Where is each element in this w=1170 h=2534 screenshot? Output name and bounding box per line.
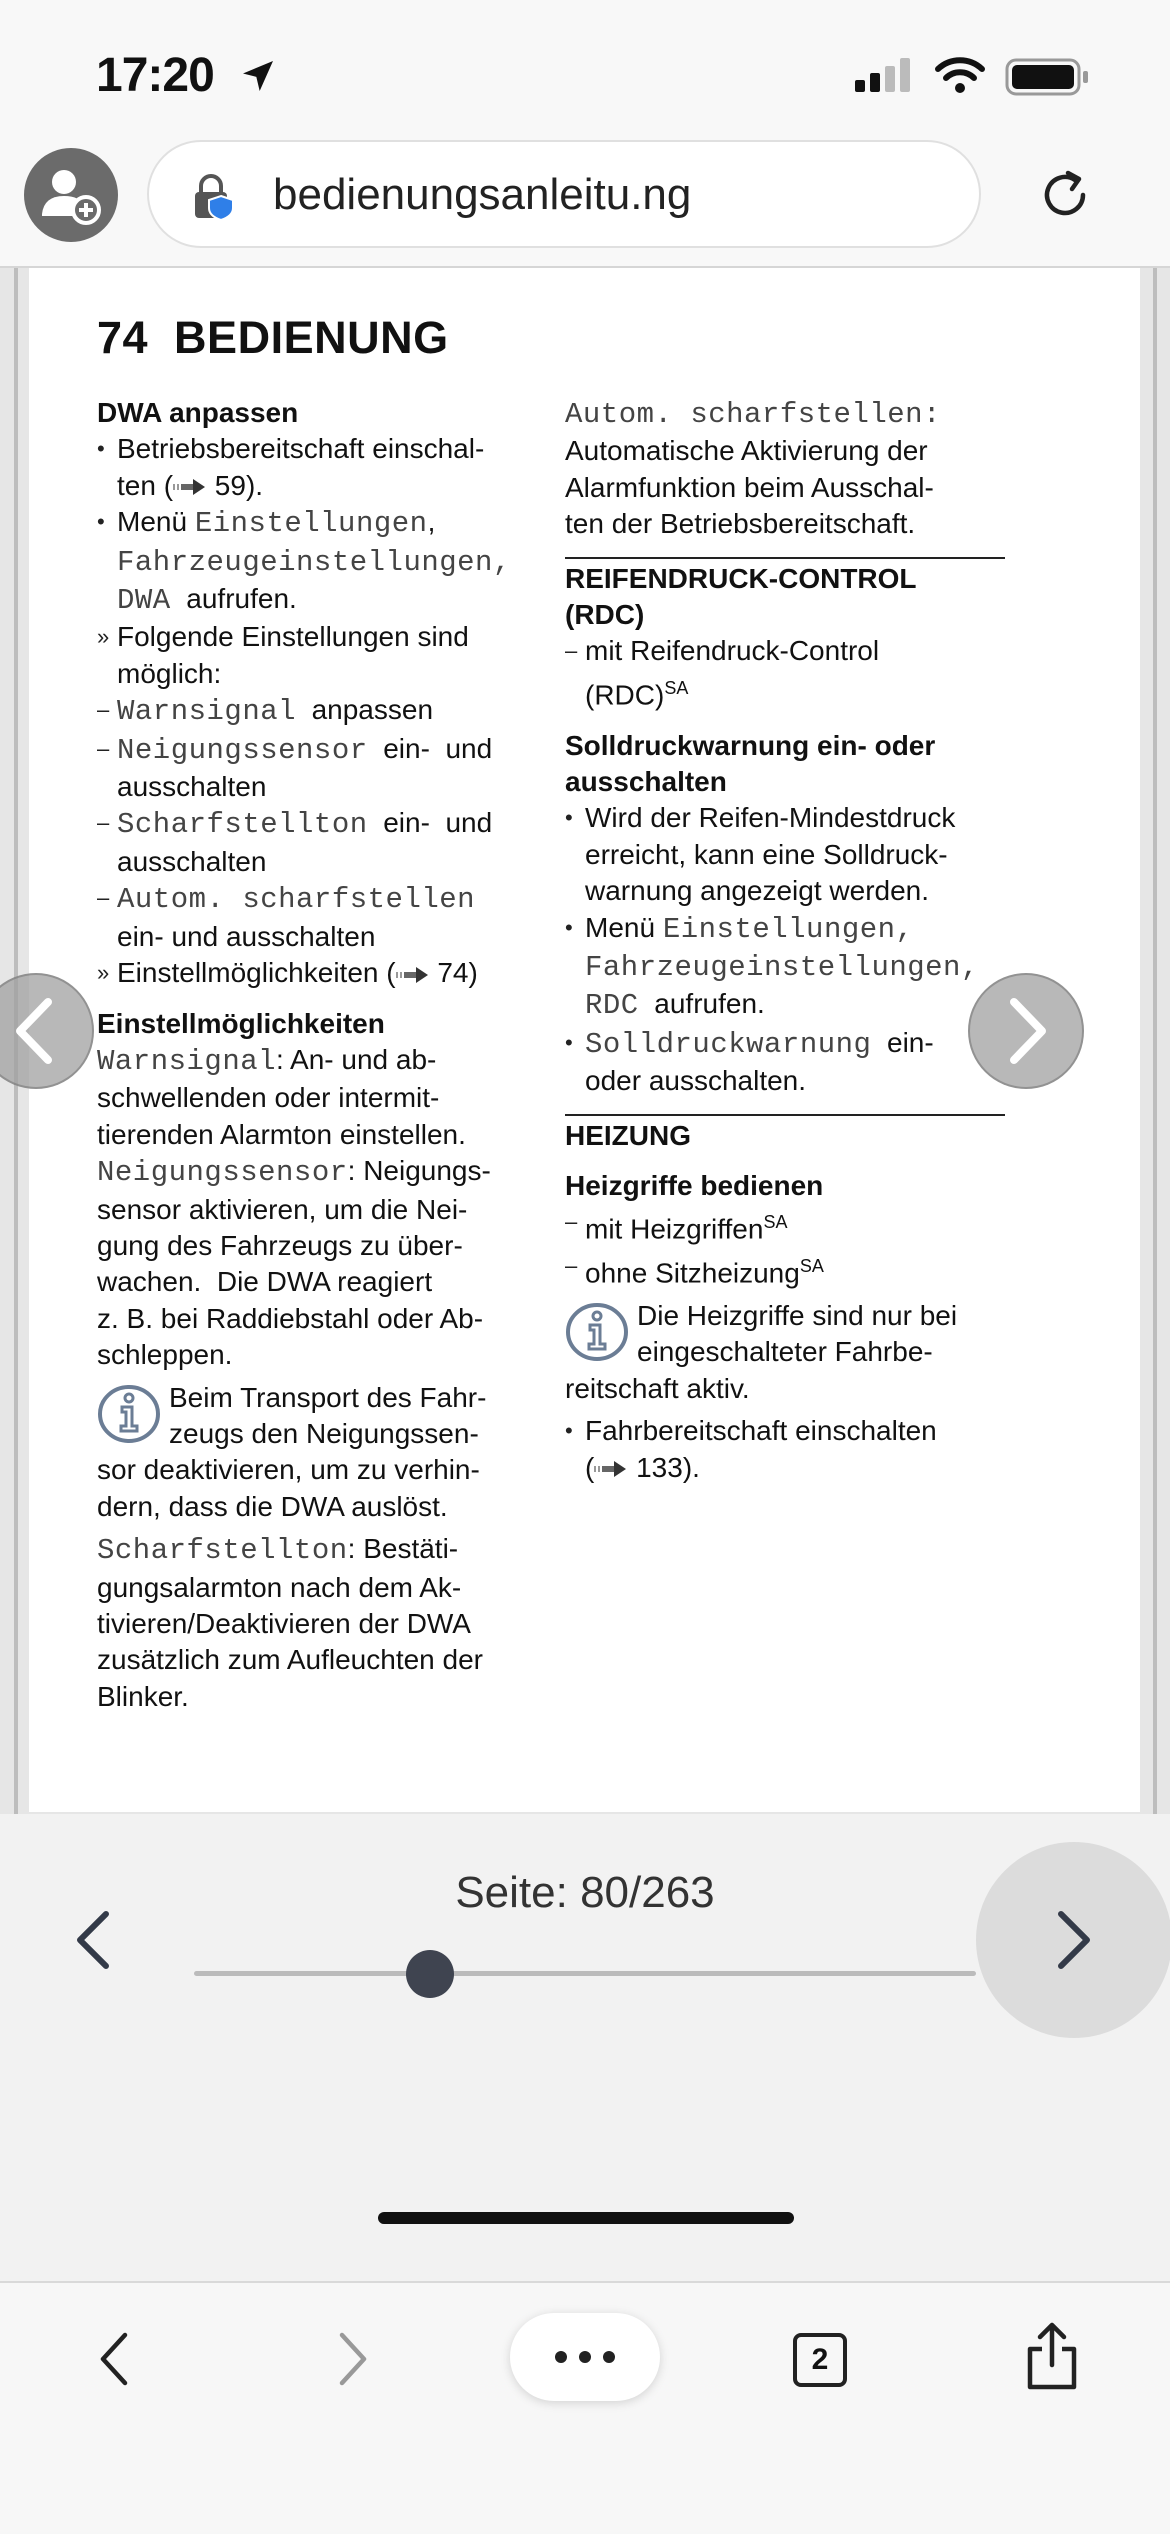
text-line [97,1606,537,1642]
text-line [97,1228,537,1264]
page-heading: 74 BEDIENUNG [97,312,449,363]
text-segment: zusätzlich zum Aufleuchten der [97,1644,483,1676]
text-line [97,919,537,955]
back-button[interactable] [95,2331,135,2387]
browser-bottom-toolbar [0,2281,1170,2534]
reload-icon[interactable] [1035,165,1095,225]
text-line [565,800,1005,836]
menu-term: Autom. scharfstellen: [565,398,941,431]
list-marker: – [97,885,110,911]
text-line [565,910,1005,948]
chevron-left-icon [6,996,66,1066]
text-line [97,955,537,991]
list-marker: » [97,624,110,650]
profile-add-icon [24,148,118,242]
text-line [97,1642,537,1678]
battery-icon [1005,58,1091,96]
text-segment: erreicht, kann eine Solldruck- [585,838,948,870]
text-segment: ein- [871,1026,934,1058]
superscript-note: SA [763,1212,788,1233]
text-line [565,1248,1005,1292]
info-note-line: Beim Transport des Fahr- [169,1381,487,1413]
text-line [565,670,1005,714]
menu-term: Solldruckwarnung [585,1027,872,1061]
list-marker: – [97,735,110,761]
info-note [97,1380,537,1526]
more-dots-icon [603,2351,615,2363]
menu-term: Warnsignal [117,695,297,729]
text-segment: ein- und [367,732,493,764]
list-marker: • [565,914,573,940]
text-line [565,395,1005,433]
text-line [565,948,1005,986]
text-line [565,837,1005,873]
text-line [97,1153,537,1191]
text-line [97,543,537,581]
section-heading: Heizgriffe bedienen [565,1170,824,1202]
menu-term: DWA [117,584,171,618]
left-column [97,395,537,1715]
text-line [97,1570,537,1606]
text-line [97,731,537,769]
text-segment: gungsalarmton nach dem Ak- [97,1571,462,1603]
text-line [565,1025,1005,1063]
section-divider [565,1114,1005,1116]
text-segment: ein- und [367,807,493,839]
address-bar[interactable] [147,140,981,248]
next-page-overlay-button[interactable] [968,973,1084,1089]
text-line [97,1042,537,1080]
home-indicator[interactable] [378,2212,794,2224]
tabs-button[interactable]: 2 [793,2333,847,2387]
text-line [565,470,1005,506]
text-segment: Einstellmöglichkeiten ( [117,957,396,989]
text-segment: Wird der Reifen-Mindestdruck [585,802,956,834]
text-segment: warnung angezeigt werden. [585,875,930,907]
text-line [565,1413,1005,1449]
text-line [97,1117,537,1153]
list-marker: • [565,1418,573,1444]
text-segment: ausschalten [117,771,267,803]
text-segment: : An- und ab- [276,1043,437,1075]
text-segment: z. B. bei Raddiebstahl oder Ab- [97,1302,484,1334]
text-line [565,1450,1005,1486]
text-line [565,506,1005,542]
page-slider-handle[interactable] [406,1950,454,1998]
text-segment: möglich: [117,657,222,689]
section-heading: (RDC) [565,599,645,631]
info-note-line: zeugs den Neigungssen- [169,1417,479,1449]
text-line [97,1301,537,1337]
text-line [565,873,1005,909]
list-marker: • [565,1029,573,1055]
section-heading: DWA anpassen [97,397,299,428]
text-line [97,692,537,730]
menu-term: Fahrzeugeinstellungen, [585,951,979,985]
text-segment: oder ausschalten. [585,1065,807,1097]
chevron-right-icon [1051,1908,1097,1972]
text-segment: wachen. Die DWA reagiert [97,1266,433,1298]
text-segment: Fahrbereitschaft einschalten [585,1415,937,1447]
list-marker: – [565,638,578,664]
secure-lock-icon [191,174,235,220]
text-line [97,1192,537,1228]
page-ref-arrow-icon [594,1452,628,1483]
menu-term: Autom. scharfstellen [117,883,476,917]
text-line [97,656,537,692]
text-segment: mit Reifendruck-Control [585,635,880,667]
text-segment: 74) [429,957,478,989]
list-marker: – [97,810,110,836]
text-segment: 59). [207,469,264,501]
location-arrow-icon [238,56,278,96]
menu-term: RDC [585,989,639,1023]
page-slider-track[interactable] [194,1971,976,1976]
text-line [565,633,1005,669]
menu-term: Warnsignal [97,1044,277,1078]
text-line [565,986,1005,1024]
section-heading: Einstellmöglichkeiten [97,1007,385,1039]
text-line [97,431,537,467]
text-line [565,433,1005,469]
section-heading: HEIZUNG [565,1119,691,1151]
text-segment: aufrufen. [170,583,297,615]
info-note-line: dern, dass die DWA auslöst. [97,1490,448,1522]
text-segment: : Neigungs- [347,1155,491,1187]
text-segment: Menü [117,506,195,538]
chevron-right-icon [996,996,1056,1066]
text-segment: Folgende Einstellungen sind [117,621,469,653]
info-note [565,1298,1005,1407]
text-line [97,581,537,619]
info-note-line: Die Heizgriffe sind nur bei [637,1299,958,1331]
text-line [97,1337,537,1373]
page-ref-arrow-icon [396,957,430,988]
page-ref-arrow-icon [173,470,207,501]
text-segment: tivieren/Deaktivieren der DWA [97,1608,471,1639]
wifi-icon [935,56,985,94]
text-segment: Automatische Aktivierung der [565,435,928,467]
text-line [97,880,537,918]
list-marker: • [97,509,105,535]
info-note-line: sor deaktivieren, um zu verhin- [97,1454,480,1486]
browser-top-bar [0,0,1170,268]
text-segment: ein- und ausschalten [117,920,376,952]
text-segment: aufrufen. [638,988,765,1020]
info-note-line: reitschaft aktiv. [565,1372,750,1404]
list-marker: – [97,697,110,723]
menu-term: Fahrzeugeinstellungen, [117,545,511,579]
text-segment: Menü [585,911,663,943]
text-segment: sensor aktivieren, um die Nei- [97,1193,468,1225]
text-line [97,1679,537,1715]
more-dots-icon [579,2351,591,2363]
text-line [97,769,537,805]
url-text: bedienungsanleitu.ng [273,170,692,219]
text-line [97,468,537,504]
cellular-signal-icon [855,58,913,94]
menu-term: Neigungssensor [117,733,368,767]
section-heading: Solldruckwarnung ein- oder [565,729,936,761]
text-line [97,1264,537,1300]
text-segment: ausschalten [117,845,267,877]
text-segment: ohne Sitzheizung [585,1257,800,1289]
list-marker: » [97,960,110,986]
more-dots-icon [555,2351,567,2363]
text-segment: tierenden Alarmton einstellen. [97,1118,466,1150]
menu-term: Einstellungen [194,507,428,541]
share-button[interactable] [1024,2321,1080,2391]
menu-term: Scharfstellton [97,1534,348,1568]
profile-add-button[interactable] [24,148,118,242]
section-divider [565,557,1005,559]
menu-term: Neigungssensor [97,1156,348,1190]
superscript-note: SA [664,677,689,698]
text-segment: schwellenden oder intermit- [97,1082,440,1114]
list-marker: • [97,436,105,462]
right-column [565,395,1005,1486]
text-line [97,1531,537,1569]
text-segment: ( [585,1451,595,1483]
more-menu-button[interactable] [510,2313,660,2401]
menu-term: Einstellungen, [662,912,914,946]
info-note-line: eingeschalteter Fahrbe- [637,1336,933,1368]
text-segment: gung des Fahrzeugs zu über- [97,1229,463,1261]
text-line [97,619,537,655]
text-line [97,1080,537,1116]
text-line [97,805,537,843]
text-segment: anpassen [296,694,434,726]
text-segment: : Bestäti- [347,1533,459,1565]
page-indicator: Seite: 80/263 [455,1868,715,1917]
text-line [97,844,537,880]
text-segment: ten der Betriebsbereitschaft. [565,508,916,540]
section-heading: ausschalten [565,765,727,797]
text-line [565,1063,1005,1099]
list-marker: • [565,805,573,831]
text-segment: ten ( [117,469,174,501]
status-time: 17:20 [96,49,214,102]
text-line [97,504,537,542]
menu-term: Scharfstellton [117,808,368,842]
text-line [565,1204,1005,1248]
text-segment: Blinker. [97,1680,189,1712]
text-segment: , [427,506,436,538]
text-segment: 133). [628,1451,700,1483]
text-segment: Betriebsbereitschaft einschal- [117,433,485,465]
next-page-button[interactable] [976,1842,1170,2038]
superscript-note: SA [799,1256,824,1277]
text-segment: (RDC) [585,679,665,711]
section-heading: REIFENDRUCK-CONTROL [565,562,917,594]
text-segment: schleppen. [97,1339,233,1371]
list-marker: – [565,1253,578,1279]
text-segment: mit Heizgriffen [585,1213,764,1245]
list-marker: – [565,1209,578,1235]
text-segment: Alarmfunktion beim Ausschal- [565,471,934,503]
forward-button[interactable] [332,2331,372,2387]
next-page-edge [1153,268,1157,1814]
previous-page-button[interactable] [70,1908,116,1972]
